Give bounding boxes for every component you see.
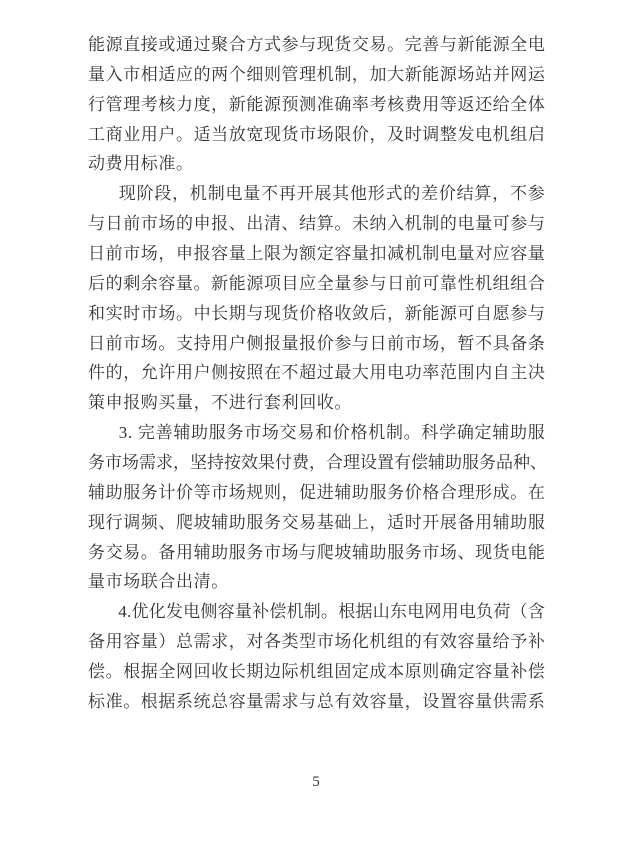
text-line: 辅 助 服 务 计 价 等 市 场 规 则 ， 促 进 辅 助 服 务 价 格 合 理 形 成 。 在 [88, 482, 545, 502]
text-line: 备 用 容 量 ） 总 需 求 ， 对 各 类 型 市 场 化 机 组 的 有 效 容 量 给 予 补 [88, 632, 545, 652]
text-block [88, 30, 545, 717]
text-line: 动费用标准。 [88, 154, 194, 174]
text-line: 行 管 理 考 核 力 度 ， 新 能 源 预 测 准 确 率 考 核 费 用 等 返 还 给 全 体 [88, 94, 545, 114]
text-line: 务 市 场 需 求 ， 坚 持 按 效 果 付 费 ， 合 理 设 置 有 偿 辅 助 服 务 品 种 、 [88, 453, 547, 473]
text-line: 和 实 时 市 场 。 中 长 期 与 现 货 价 格 收 敛 后 ， 新 能 源 可 自 愿 参 与 [88, 303, 545, 323]
text-line: 3 . 完 善 辅 助 服 务 市 场 交 易 和 价 格 机 制 。 科 学 确 定 辅 助 服 [118, 423, 545, 443]
text-line: 日 前 市 场 。 支 持 用 户 侧 报 量 报 价 参 与 日 前 市 场 ， 暂 不 具 备 条 [88, 333, 545, 353]
text-line: 与 日 前 市 场 的 申 报 、 出 清 、 结 算 。 未 纳 入 机 制 的 电 量 可 参 与 [88, 214, 545, 234]
text-line: 量市场联合出清。 [88, 572, 229, 592]
text-line: 工 商 业 用 户 。 适 当 放 宽 现 货 市 场 限 价 ， 及 时 调 整 发 电 机 组 启 [88, 124, 545, 144]
text-line: 策申报购买量，不进行套利回收。 [88, 393, 352, 413]
text-line: 日 前 市 场 ， 申 报 容 量 上 限 为 额 定 容 量 扣 减 机 制 电 量 对 应 容 量 [88, 244, 545, 264]
text-line: 件 的 ， 允 许 用 户 侧 按 照 在 不 超 过 最 大 用 电 功 率 范 围 内 自 主 决 [88, 363, 545, 383]
text-line: 量 入 市 相 适 应 的 两 个 细 则 管 理 机 制 ， 加 大 新 能 源 场 站 并 网 运 [88, 64, 545, 84]
text-line: 4 . 优 化 发 电 侧 容 量 补 偿 机 制 。 根 据 山 东 电 网 用 电 负 荷 （ 含 [118, 602, 545, 622]
text-line: 能 源 直 接 或 通 过 聚 合 方 式 参 与 现 货 交 易 。 完 善 与 新 能 源 全 电 [88, 35, 545, 54]
text-line: 务 交 易 。 备 用 辅 助 服 务 市 场 与 爬 坡 辅 助 服 务 市 场 、 现 货 电 能 [88, 542, 545, 562]
text-line: 标 准 。 根 据 系 统 总 容 量 需 求 与 总 有 效 容 量 ， 设 置 容 量 供 需 系 [88, 691, 545, 711]
page-number: 5 [312, 774, 320, 790]
text-line: 现 阶 段 ， 机 制 电 量 不 再 开 展 其 他 形 式 的 差 价 结 算 ， 不 参 [118, 184, 545, 204]
text-line: 现 行 调 频 、 爬 坡 辅 助 服 务 交 易 基 础 上 ， 适 时 开 展 备 用 辅 助 服 [88, 512, 545, 532]
text-line: 偿 。 根 据 全 网 回 收 长 期 边 际 机 组 固 定 成 本 原 则 确 定 容 量 补 偿 [88, 662, 545, 682]
text-line: 后 的 剩 余 容 量 。 新 能 源 项 目 应 全 量 参 与 日 前 可 靠 性 机 组 组 合 [88, 273, 545, 293]
